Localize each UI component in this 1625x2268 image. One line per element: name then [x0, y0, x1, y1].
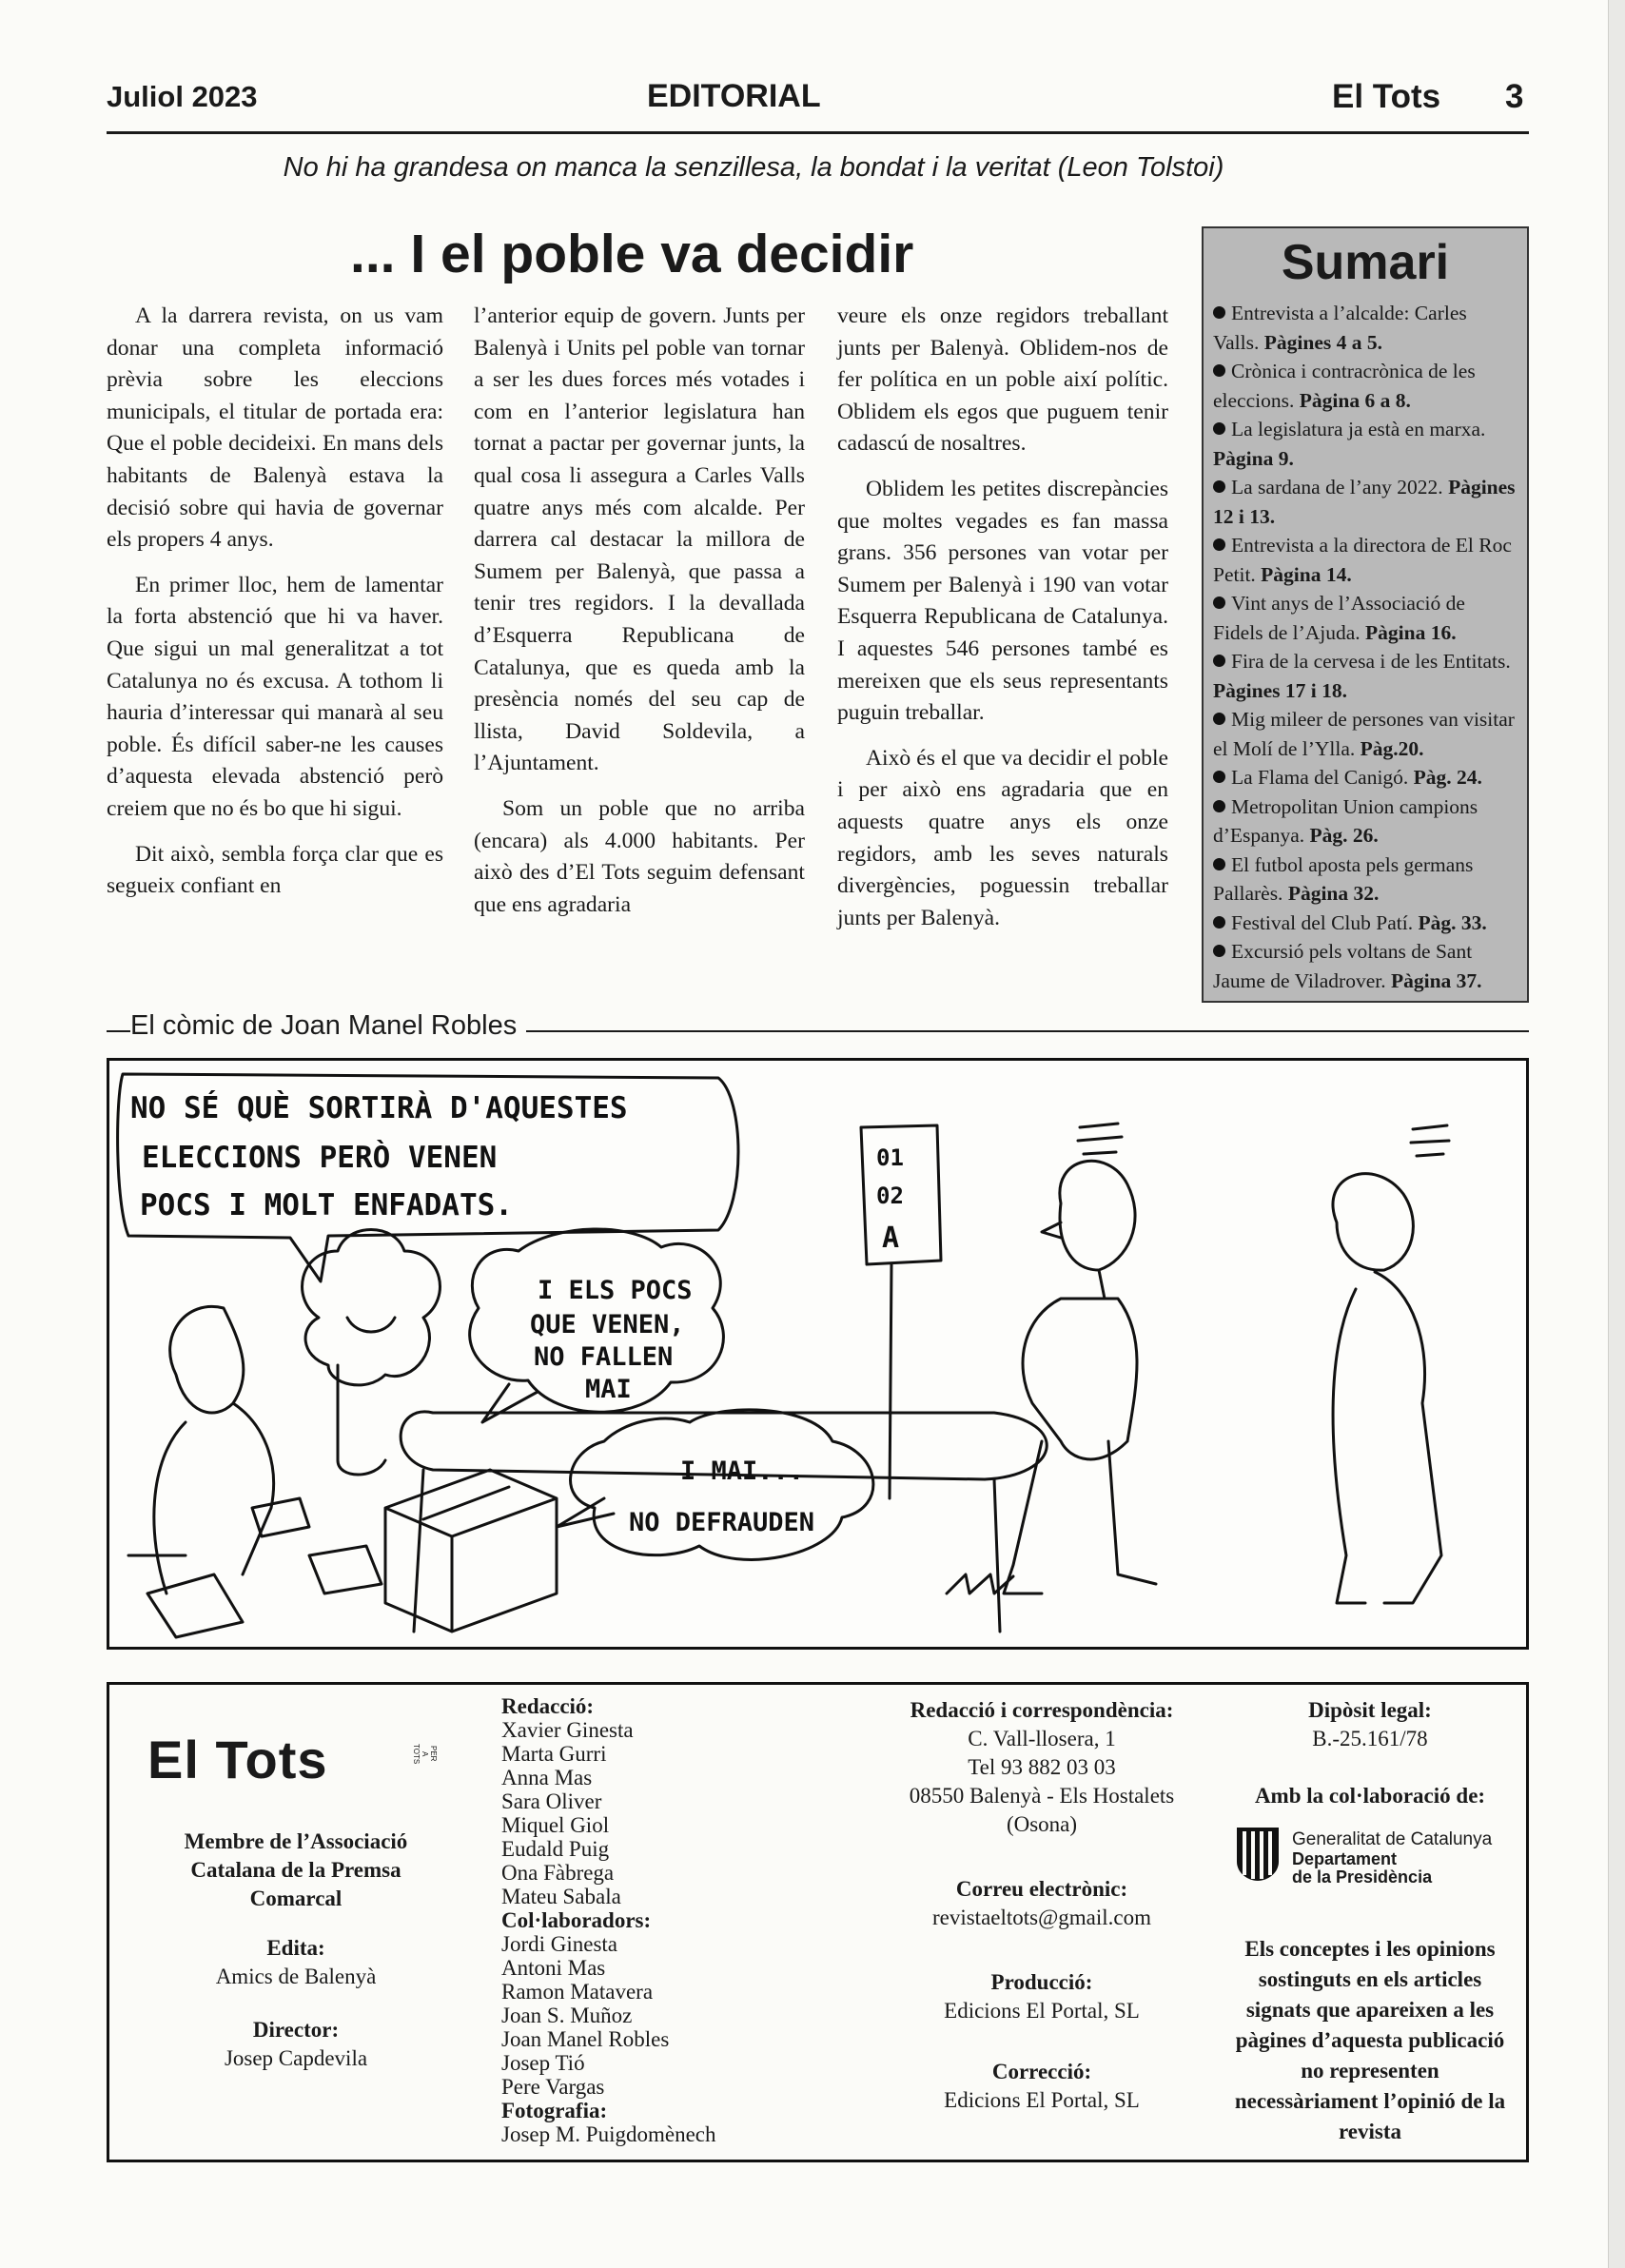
bubble-1-line-2: ELECCIONS PERÒ VENEN [142, 1141, 498, 1175]
edita-value: Amics de Balenyà [215, 1965, 377, 1988]
generalitat-line-1: Generalitat de Catalunya [1292, 1829, 1493, 1849]
redaccio-member: Mateu Sabala [501, 1885, 621, 1908]
paragraph: Això és el que va decidir el poble i per això ens agradaria que en aquests quatre anys els onze regidors, amb les seves naturals divergències, poguessin treballar junts per Balenyà. [837, 745, 1168, 930]
produccio-value: Edicions El Portal, SL [944, 1999, 1140, 2023]
bubble-3-line-2: NO DEFRAUDEN [629, 1508, 815, 1537]
ballot-box [385, 1470, 557, 1632]
director-label: Director: [252, 2018, 340, 2042]
bullet-icon [1213, 538, 1225, 551]
summary-item-text: Entrevista a la directora de El Roc Petit. [1213, 534, 1512, 586]
logo-tagline: PER A TOTS [412, 1744, 438, 1765]
header-rule [107, 131, 1529, 134]
summary-item [1213, 647, 1517, 705]
bullet-icon [1213, 771, 1225, 783]
generalitat-emblem-icon [1233, 1826, 1282, 1883]
section-name: EDITORIAL [647, 78, 821, 114]
generalitat-logo [1233, 1826, 1518, 1887]
bubble-1-line-3: POCS I MOLT ENFADATS. [140, 1188, 513, 1222]
paragraph: veure els onze regidors treballant junts per Balenyà. Oblidem-nos de fer política en un poble així polític. Oblidem els egos que puguem tenir cadascú de nosaltres. [837, 303, 1168, 457]
summary-box [1202, 226, 1529, 1003]
summary-item-text: Vint anys de l’Associació de Fidels de l’Ajuda. [1213, 592, 1465, 644]
summary-item [1213, 850, 1517, 909]
comic-label: El còmic de Joan Manel Robles [130, 1010, 526, 1042]
edita-label: Edita: [266, 1936, 325, 1960]
bullet-icon [1213, 480, 1225, 493]
director-value: Josep Capdevila [224, 2046, 368, 2070]
redaccio-member: Eudald Puig [501, 1837, 610, 1861]
page-edge [1608, 0, 1625, 2268]
redaccio-member: Sara Oliver [501, 1789, 602, 1813]
summary-item [1213, 473, 1517, 531]
sign-line-3: A [882, 1222, 900, 1255]
redaccio-label: Redacció: [501, 1694, 595, 1718]
summary-item-text: Mig mileer de persones van visitar el Molí de l’Ylla. [1213, 708, 1515, 760]
paragraph: En primer lloc, hem de lamentar la forta abstenció que hi va haver. Que sigui un mal generalitzat a tot Catalunya no és excusa. A tothom li hauria d’interessar qui manarà al seu poble. És difícil saber-ne les causes d’aquesta elevada abstenció però creiem que no és bo que hi sigui. [107, 572, 443, 821]
summary-item-page: Pàgina 16. [1365, 620, 1457, 644]
bubble-2-line-3: NO FALLEN [534, 1342, 674, 1372]
summary-item-text: La legislatura ja està en marxa. [1231, 418, 1486, 440]
summary-item-text: Excursió pels voltans de Sant Jaume de Viladrover. [1213, 940, 1473, 992]
address-line: (Osona) [1006, 1812, 1078, 1836]
paragraph: l’anterior equip de govern. Junts per Balenyà i Units pel poble van tornar a ser les dues forces més votades i com en l’anterior legislatura han tornat a pactar per governar junts, la qual cosa li assegura a Carles Valls quatre anys més com alcalde. Per darrera cal destacar la millora de Sumem per Balenyà, que passa a tenir tres regidors. I la devallada d’Esquerra Republicana de Catalunya, que es queda amb la presència només del seu cap de llista, David Soldevila, a l’Ajuntament. [474, 303, 805, 776]
summary-item [1213, 357, 1517, 415]
summary-item-text: Metropolitan Union campions d’Espanya. [1213, 794, 1478, 847]
redaccio-member: Miquel Giol [501, 1813, 610, 1837]
summary-item-text: El futbol aposta pels germans Pallarès. [1213, 852, 1474, 905]
collaborator-name: Antoni Mas [501, 1956, 606, 1980]
article-column-1 [107, 301, 443, 903]
collaborator-name: Pere Vargas [501, 2075, 605, 2099]
redaccio-member: Marta Gurri [501, 1742, 607, 1766]
page-header [107, 74, 1529, 120]
summary-item [1213, 531, 1517, 589]
address-line: Tel 93 882 03 03 [968, 1755, 1116, 1779]
summary-item [1213, 937, 1517, 995]
comic-strip [107, 1058, 1529, 1650]
diposit-value: B.-25.161/78 [1312, 1727, 1428, 1750]
bubble-2-line-4: MAI [585, 1375, 632, 1404]
bubble-1-line-1: NO SÉ QUÈ SORTIRÀ D'AQUESTES [130, 1091, 628, 1125]
issue-date: Juliol 2023 [107, 80, 258, 113]
comic-drawing [109, 1061, 1526, 1647]
collaboradors-label: Col·laboradors: [501, 1908, 652, 1932]
fotografia-label: Fotografia: [501, 2099, 608, 2122]
collaborator-name: Ramon Matavera [501, 1980, 654, 2004]
summary-item-page: Pàgines 12 i 13. [1213, 476, 1516, 528]
paragraph: Oblidem les petites discrepàncies que moltes vegades es fan massa grans. 356 persones van votar per Sumem per Balenyà i 190 van votar Esquerra Republicana de Catalunya. I aquestes 546 persones també es mereixen que els seus representants puguin treballar. [837, 476, 1168, 726]
summary-list [1213, 299, 1517, 995]
summary-item [1213, 909, 1517, 938]
summary-item [1213, 415, 1517, 473]
bullet-icon [1213, 306, 1225, 319]
disclaimer-text: Els conceptes i les opinions sostinguts en els articles signats que apareixen a les pàgines d’aquesta publicació no representen necessàriament l’opinió de la revista [1234, 1937, 1506, 2143]
address-block [875, 1725, 1208, 1839]
collaborator-name: Joan Manel Robles [501, 2027, 670, 2051]
generalitat-line-3: de la Presidència [1292, 1867, 1433, 1887]
bullet-icon [1213, 800, 1225, 812]
masthead-col-2 [501, 1694, 863, 2146]
bubble-2-line-1: I ELS POCS [538, 1276, 693, 1305]
character-left [154, 1306, 274, 1593]
address-line: C. Vall-llosera, 1 [968, 1727, 1116, 1750]
masthead-col-4 [1218, 1685, 1522, 2143]
summary-item-page: Pàgina 6 a 8. [1299, 388, 1411, 412]
summary-item-text: La Flama del Canigó. [1231, 766, 1414, 789]
page-number: 3 [1505, 78, 1524, 115]
sign-line-1: 01 [876, 1144, 904, 1171]
paragraph: Dit això, sembla força clar que es segueix confiant en [107, 841, 443, 899]
address-line: 08550 Balenyà - Els Hostalets [909, 1784, 1175, 1808]
correccio-label: Correcció: [991, 2060, 1092, 2083]
summary-item-page: Pàgina 9. [1213, 446, 1294, 470]
collaborator-name: Jordi Ginesta [501, 1932, 618, 1956]
summary-item [1213, 589, 1517, 647]
bubble-3-line-1: I MAI... [680, 1457, 805, 1486]
redaccio-list [501, 1718, 863, 1908]
generalitat-line-2: Departament [1292, 1849, 1398, 1868]
email-address[interactable]: revistaeltots@gmail.com [931, 1906, 1152, 1929]
bullet-icon [1213, 422, 1225, 435]
redaccio-member: Ona Fàbrega [501, 1861, 615, 1885]
summary-item-page: Pàgina 32. [1287, 882, 1380, 905]
summary-item-text: Festival del Club Patí. [1231, 910, 1419, 934]
summary-item-page: Pàg. 26. [1309, 824, 1379, 847]
summary-item [1213, 705, 1517, 763]
summary-item-text: La sardana de l’any 2022. [1231, 476, 1449, 499]
bullet-icon [1213, 655, 1225, 667]
bullet-icon [1213, 364, 1225, 377]
summary-item-text: Fira de la cervesa i de les Entitats. [1231, 650, 1511, 673]
correspondencia-label: Redacció i correspondència: [910, 1698, 1174, 1722]
produccio-label: Producció: [990, 1970, 1093, 1994]
collaborator-name: Josep Tió [501, 2051, 585, 2075]
masthead-col-3 [875, 1685, 1208, 2115]
bullet-icon [1213, 713, 1225, 725]
email-label: Correu electrònic: [955, 1877, 1128, 1901]
bubble-2-line-2: QUE VENEN, [530, 1310, 685, 1339]
article-headline: ... I el poble va decidir [350, 224, 914, 284]
paragraph: A la darrera revista, on us vam donar una completa informació prèvia sobre les eleccions municipals, el titular de portada era: Que el poble decideixi. En mans dels habitants de Balenyà estava la decisió sobre qui havia de governar els propers 4 anys. [107, 303, 443, 553]
article-column-3 [837, 301, 1168, 934]
summary-title: Sumari [1281, 235, 1450, 290]
summary-item-page: Pàgina 14. [1261, 562, 1352, 586]
article-column-2 [474, 301, 805, 921]
collaboracio-label: Amb la col·laboració de: [1254, 1784, 1486, 1808]
masthead-box [107, 1682, 1529, 2162]
redaccio-member: Anna Mas [501, 1766, 593, 1789]
character-woman [1333, 1174, 1441, 1603]
sign-post [861, 1125, 941, 1498]
diposit-label: Dipòsit legal: [1308, 1698, 1432, 1722]
summary-item [1213, 792, 1517, 850]
correccio-value: Edicions El Portal, SL [944, 2088, 1140, 2112]
summary-item-page: Pàg.20. [1360, 736, 1424, 760]
summary-item-page: Pàg. 33. [1418, 910, 1487, 934]
summary-item [1213, 763, 1517, 792]
association-membership: Membre de l’Associació Catalana de la Premsa Comarcal [184, 1829, 408, 1910]
paragraph: Som un poble que no arriba (encara) als 4.000 habitants. Per això des d’El Tots seguim defensant que ens agradaria [474, 795, 805, 917]
summary-item-page: Pàgines 17 i 18. [1213, 678, 1347, 702]
epigraph-quote: No hi ha grandesa on manca la senzillesa, la bondat i la veritat (Leon Tolstoi) [283, 152, 1224, 183]
summary-item-page: Pàgina 37. [1390, 968, 1482, 992]
summary-item-page: Pàg. 24. [1413, 766, 1482, 789]
fotografia-value: Josep M. Puigdomènech [501, 2122, 716, 2146]
collaborator-name: Joan S. Muñoz [501, 2004, 633, 2027]
bullet-icon [1213, 858, 1225, 870]
bullet-icon [1213, 916, 1225, 929]
sign-line-2: 02 [876, 1183, 904, 1209]
publication-logo: El Tots [147, 1730, 328, 1789]
character-grumpy-man [1004, 1161, 1156, 1593]
bullet-icon [1213, 596, 1225, 609]
summary-item-text: Crònica i contracrònica de les eleccions. [1213, 360, 1476, 412]
summary-item-text: Entrevista a l’alcalde: Carles Valls. [1213, 302, 1467, 354]
redaccio-member: Xavier Ginesta [501, 1718, 634, 1742]
summary-item [1213, 299, 1517, 357]
publication-name: El Tots [1332, 78, 1441, 115]
collaboradors-list [501, 1932, 863, 2099]
bullet-icon [1213, 945, 1225, 957]
summary-item-page: Pàgines 4 a 5. [1263, 330, 1382, 354]
